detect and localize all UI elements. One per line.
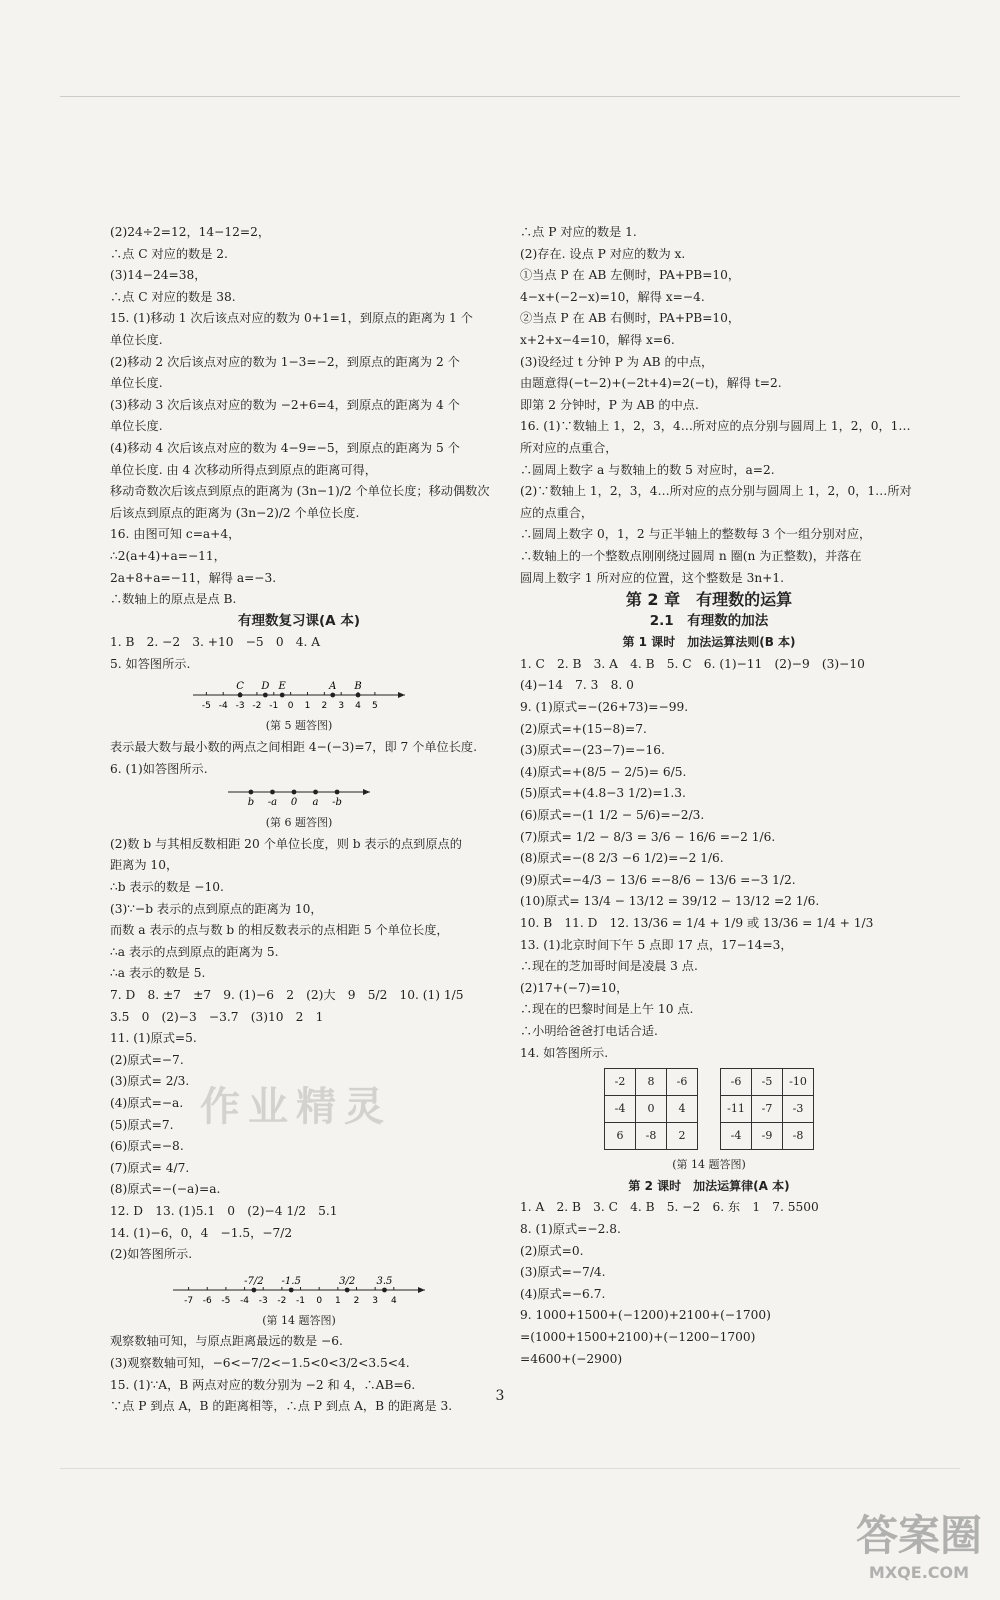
text-line: =4600+(−2900) (520, 1351, 623, 1366)
text-line: (7)原式= 4/7. (110, 1160, 190, 1175)
text-line: (2)原式=0. (520, 1243, 584, 1258)
text-line: 16. (1)∵数轴上 1，2，3，4…所对应的点分别与圆周上 1，2，0，1… (520, 419, 911, 434)
tick-label: -2 (252, 701, 262, 712)
point-label: 3/2 (339, 1275, 356, 1287)
text-line: 2a+8+a=−11，解得 a=−3. (110, 570, 277, 585)
grid-cell: 8 (636, 1069, 667, 1096)
watermark-url: MXQE.COM (868, 1563, 970, 1582)
text-line: 后该点到原点的距离为 (3n−2)/2 个单位长度. (110, 505, 360, 520)
text-line: 9. 1000+1500+(−1200)+2100+(−1700) (520, 1308, 771, 1323)
text-line: ∴现在的巴黎时间是上午 10 点. (520, 1002, 694, 1017)
text-line: (2)原式=−7. (110, 1052, 184, 1067)
text-line: ∴b 表示的数是 −10. (110, 880, 224, 895)
point-label: -b (332, 797, 342, 809)
text-line: 观察数轴可知，与原点距离最远的数是 −6. (110, 1334, 343, 1349)
text-line: (4)原式=−6.7. (520, 1286, 606, 1301)
text-line: 即第 2 分钟时，P 为 AB 的中点. (520, 397, 699, 412)
text-line: (8)原式=−(−a)=a. (110, 1182, 221, 1197)
text-line: 移动奇数次后该点到原点的距离为 (3n−1)/2 个单位长度；移动偶数次 (110, 484, 490, 499)
point-marker (292, 790, 297, 795)
text-line: ∴圆周上数字 0，1，2 与正半轴上的整数每 3 个一组分别对应， (520, 527, 872, 542)
tick-label: 0 (287, 701, 294, 712)
section-title: 2.1 有理数的加法 (649, 612, 769, 629)
text-line: (2)移动 2 次后该点对应的数为 1−3=−2，到原点的距离为 2 个 (110, 354, 460, 369)
text-line: 圆周上数字 1 所对应的位置，这个整数是 3n+1. (520, 570, 785, 585)
text-line: ∴现在的芝加哥时间是凌晨 3 点. (520, 959, 698, 974)
watermark-text: 作业精灵 (200, 1084, 392, 1130)
text-line: x+2+x−4=10，解得 x=6. (520, 332, 675, 347)
text-line: 9. (1)原式=−(26+73)=−99. (520, 700, 689, 715)
text-line: (4)原式=−a. (110, 1095, 184, 1110)
grid-cell: -4 (605, 1096, 636, 1123)
tick-label: -4 (218, 701, 228, 712)
text-line: (2)数 b 与其相反数相距 20 个单位长度，则 b 表示的点到原点的 (110, 836, 462, 851)
text-line: 4−x+(−2−x)=10，解得 x=−4. (520, 289, 705, 304)
tick-label: -2 (277, 1295, 287, 1306)
point-marker (238, 693, 243, 698)
point-label: a (312, 797, 319, 809)
text-line: (4)−14 7. 3 8. 0 (520, 678, 634, 693)
text-line: ∴点 C 对应的数是 2. (110, 246, 228, 261)
point-marker (313, 790, 318, 795)
left-column (110, 222, 488, 1418)
grid-cell: -5 (752, 1069, 783, 1096)
tick-label: -6 (202, 1295, 212, 1306)
tick-label: 0 (316, 1295, 323, 1306)
text-line: (7)原式= 1/2 − 8/3 = 3/6 − 16/6 =−2 1/6. (520, 829, 776, 844)
text-line: 10. B 11. D 12. 13/36 = 1/4 + 1/9 或 13/36 = 1/4 + 1/3 (520, 916, 874, 930)
point-marker (345, 1287, 350, 1292)
point-marker (249, 790, 254, 795)
text-line: (2)如答图所示. (110, 1247, 193, 1262)
text-line: (3)观察数轴可知，−6<−7/2<−1.5<0<3/2<3.5<4. (110, 1355, 410, 1370)
tick-label: -3 (235, 701, 245, 712)
text-line: ∴点 C 对应的数是 38. (110, 289, 236, 304)
text-line: 距离为 10， (110, 858, 179, 873)
point-marker (356, 693, 361, 698)
point-marker (330, 693, 335, 698)
point-marker (263, 693, 268, 698)
text-line: 11. (1)原式=5. (110, 1031, 197, 1046)
text-line: 应的点重合， (520, 505, 594, 520)
text-line: ∴数轴上的一个整数点刚刚绕过圆周 n 圈(n 为正整数)，并落在 (520, 548, 862, 563)
tick-label: -5 (201, 701, 211, 712)
axis-arrow (398, 692, 405, 698)
point-marker (335, 790, 340, 795)
text-line: 12. D 13. (1)5.1 0 (2)−4 1/2 5.1 (110, 1203, 338, 1218)
text-line: 1. B 2. −2 3. +10 −5 0 4. A (110, 635, 321, 650)
text-line: 单位长度. (110, 376, 163, 391)
tick-label: 1 (304, 701, 311, 712)
figure-caption: (第 6 题答图) (265, 816, 333, 830)
text-line: ②当点 P 在 AB 右侧时，PA+PB=10， (520, 311, 741, 326)
grid-cell: -6 (721, 1069, 752, 1096)
right-column (520, 222, 912, 1370)
text-line: 单位长度. 由 4 次移动所得点到原点的距离可得， (110, 462, 377, 477)
text-line: ∴2(a+4)+a=−11， (110, 548, 226, 563)
text-line: 5. 如答图所示. (110, 656, 191, 671)
point-label: A (329, 681, 337, 693)
text-line: (3)∵−b 表示的点到原点的距离为 10， (110, 901, 323, 916)
axis-arrow (418, 1287, 425, 1293)
point-label: -a (267, 797, 278, 809)
watermark-logo (856, 1503, 982, 1582)
point-marker (289, 1287, 294, 1292)
text-line: ∴a 表示的点到原点的距离为 5. (110, 944, 279, 959)
text-line: ∴小明给爸爸打电话合适. (520, 1023, 658, 1038)
text-line: 单位长度. (110, 332, 163, 347)
grid-cell: 6 (605, 1123, 636, 1150)
figure-caption: (第 5 题答图) (265, 719, 333, 733)
number-grid (604, 1068, 698, 1150)
grid-cell: -8 (783, 1123, 814, 1150)
point-marker (251, 1287, 256, 1292)
text-line: (3)原式=−7/4. (520, 1265, 606, 1280)
axis-arrow (363, 789, 370, 795)
text-line: 3.5 0 (2)−3 −3.7 (3)10 2 1 (110, 1009, 324, 1024)
text-line: (8)原式=−(8 2/3 −6 1/2)=−2 1/6. (520, 851, 724, 866)
text-line: (3)原式= 2/3. (110, 1074, 190, 1089)
text-line: (3)设经过 t 分钟 P 为 AB 的中点， (520, 354, 714, 369)
tick-label: 4 (390, 1295, 397, 1306)
text-line: (4)移动 4 次后该点对应的数为 4−9=−5，到原点的距离为 5 个 (110, 440, 460, 455)
tick-label: 5 (372, 701, 378, 712)
text-line: 14. (1)−6，0，4 −1.5，−7/2 (110, 1225, 293, 1240)
text-line: (4)原式=+(8/5 − 2/5)= 6/5. (520, 764, 687, 779)
text-line: (6)原式=−8. (110, 1139, 184, 1154)
point-label: B (354, 681, 362, 693)
grid-cell: -7 (752, 1096, 783, 1123)
tick-label: 2 (353, 1295, 360, 1306)
grid-cell: -3 (783, 1096, 814, 1123)
text-line: ∴数轴上的原点是点 B. (110, 592, 237, 607)
tick-label: 1 (334, 1295, 341, 1306)
text-line: 13. (1)北京时间下午 5 点即 17 点，17−14=3， (520, 937, 793, 952)
text-line: 由题意得(−t−2)+(−2t+4)=2(−t)，解得 t=2. (520, 376, 782, 391)
grid-cell: -2 (605, 1069, 636, 1096)
text-line: (2)24÷2=12，14−12=2， (110, 225, 271, 239)
text-line: (2)∵数轴上 1，2，3，4…所对应的点分别与圆周上 1，2，0，1…所对 (520, 484, 912, 499)
tick-label: 3 (338, 701, 345, 712)
text-line: (2)存在. 设点 P 对应的数为 x. (520, 246, 686, 261)
grid-cell: -11 (721, 1096, 752, 1123)
grid-cell: -10 (783, 1069, 814, 1096)
text-line: 16. 由图可知 c=a+4， (110, 527, 241, 542)
chapter-title: 第 2 章 有理数的运算 (625, 590, 793, 610)
point-label: 3.5 (376, 1275, 393, 1287)
answer-grids (520, 1068, 898, 1150)
grid-cell: 2 (667, 1123, 698, 1150)
number-line (224, 782, 374, 810)
text-line: 7. D 8. ±7 ±7 9. (1)−6 2 (2)大 9 5/2 10. (1) 1/5 (110, 988, 464, 1002)
point-label: C (236, 681, 244, 693)
text-line: 1. A 2. B 3. C 4. B 5. −2 6. 东 1 7. 5500 (520, 1200, 819, 1215)
page-number: 3 (495, 1388, 505, 1404)
text-line: (5)原式=+(4.8−3 1/2)=1.3. (520, 786, 686, 801)
tick-label: -3 (258, 1295, 268, 1306)
number-line (189, 677, 409, 713)
text-line: (10)原式= 13/4 − 13/12 = 39/12 − 13/12 =2 1/6. (520, 894, 820, 909)
tick-label: 4 (355, 701, 361, 712)
text-line: ∴a 表示的数是 5. (110, 966, 206, 981)
point-label: -1.5 (281, 1275, 301, 1287)
top-rule (60, 96, 960, 97)
text-line: 单位长度. (110, 419, 163, 434)
text-line: ∴圆周上数字 a 与数轴上的数 5 对应时，a=2. (520, 462, 775, 477)
lesson-title: 第 1 课时 加法运算法则(B 本) (622, 635, 796, 650)
tick-label: -5 (221, 1295, 231, 1306)
text-line: 8. (1)原式=−2.8. (520, 1221, 621, 1236)
point-marker (280, 693, 285, 698)
tick-label: -4 (240, 1295, 250, 1306)
text-line: (2)原式=+(15−8)=7. (520, 721, 647, 736)
text-line: ①当点 P 在 AB 左侧时，PA+PB=10， (520, 268, 741, 283)
text-line: 14. 如答图所示. (520, 1045, 609, 1060)
tick-label: 2 (321, 701, 328, 712)
text-line: 6. (1)如答图所示. (110, 761, 208, 776)
number-line (169, 1268, 429, 1308)
text-line: (3)原式=−(23−7)=−16. (520, 743, 665, 758)
bottom-rule (60, 1468, 960, 1469)
number-grid (720, 1068, 814, 1150)
watermark-logo-text: 答案圈 (855, 1511, 982, 1560)
text-line: 表示最大数与最小数的两点之间相距 4−(−3)=7，即 7 个单位长度. (110, 740, 477, 755)
point-marker (270, 790, 275, 795)
grid-cell: 4 (667, 1096, 698, 1123)
grid-cell: 0 (636, 1096, 667, 1123)
text-line: 而数 a 表示的点与数 b 的相反数表示的点相距 5 个单位长度， (110, 923, 449, 938)
figure-caption: (第 14 题答图) (672, 1158, 746, 1172)
text-line: 15. (1)∵A，B 两点对应的数分别为 −2 和 4，∴AB=6. (110, 1377, 416, 1392)
tick-label: 3 (372, 1295, 379, 1306)
text-line: (3)14−24=38， (110, 268, 207, 283)
text-line: 15. (1)移动 1 次后该点对应的数为 0+1=1，到原点的距离为 1 个 (110, 311, 473, 326)
grid-cell: -6 (667, 1069, 698, 1096)
text-line: =(1000+1500+2100)+(−1200−1700) (520, 1329, 756, 1344)
text-line: 所对应的点重合， (520, 440, 618, 455)
point-label: 0 (290, 797, 298, 809)
section-title: 有理数复习课(A 本) (238, 612, 360, 629)
point-label: E (278, 681, 286, 693)
lesson-title: 第 2 课时 加法运算律(A 本) (628, 1178, 790, 1193)
figure-caption: (第 14 题答图) (262, 1313, 336, 1327)
text-line: (2)17+(−7)=10， (520, 980, 629, 995)
text-line: ∵点 P 到点 A，B 的距离相等，∴点 P 到点 A，B 的距离是 3. (110, 1399, 453, 1414)
grid-cell: -8 (636, 1123, 667, 1150)
point-marker (382, 1287, 387, 1292)
text-line: (3)移动 3 次后该点对应的数为 −2+6=4，到原点的距离为 4 个 (110, 397, 460, 412)
tick-label: -1 (269, 701, 279, 712)
grid-cell: -4 (721, 1123, 752, 1150)
text-line: (9)原式=−4/3 − 13/6 =−8/6 − 13/6 =−3 1/2. (520, 872, 796, 887)
text-line: (5)原式=7. (110, 1117, 174, 1132)
tick-label: -1 (296, 1295, 306, 1306)
text-line: 1. C 2. B 3. A 4. B 5. C 6. (1)−11 (2)−9 (3)−10 (520, 656, 865, 671)
grid-cell: -9 (752, 1123, 783, 1150)
point-label: -7/2 (244, 1275, 264, 1287)
point-label: D (261, 681, 270, 693)
tick-label: -7 (184, 1295, 194, 1306)
point-label: b (247, 797, 255, 809)
text-line: ∴点 P 对应的数是 1. (520, 225, 637, 239)
text-line: (6)原式=−(1 1/2 − 5/6)=−2/3. (520, 808, 705, 823)
